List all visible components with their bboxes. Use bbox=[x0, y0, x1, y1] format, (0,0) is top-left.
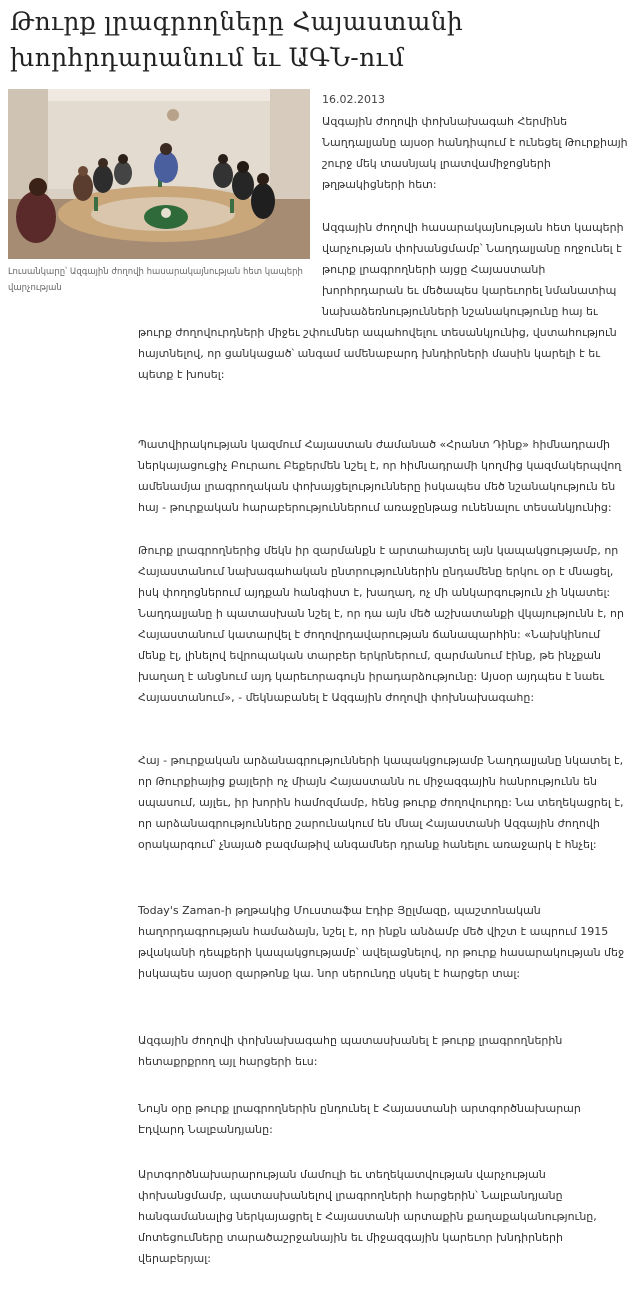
article-paragraph-9: Արտգործնախարարության մամուլի եւ տեղեկատվության վարչության փոխանցմամբ, պատասխանելով լրագրողների հարցերին՝ Նալբանդյանը հանգամանալից ներկայացրել է Հայաստանի արտաքին քաղաքականությունը, մոտեցումները տարածաշրջանային եւ միջազգային կարեւոր խնդիրների վերաբերյալ: bbox=[138, 1168, 597, 1265]
photo-caption: Լուսանկարը՝ Ազգային ժողովի հասարակայնության հետ կապերի վարչության bbox=[8, 267, 303, 293]
article-paragraph-8: Նույն օրը թուրք լրագրողներին ընդունել է Հայաստանի արտգործնախարար Էդվարդ Նալբանդյանը: bbox=[138, 1102, 581, 1136]
article-photo bbox=[8, 89, 310, 259]
article-paragraph-5: Հայ - թուրքական արձանագրությունների կապակցությամբ Նաղդալյանը նկատել է, որ Թուրքիայից քայլերի ոչ միայն Հայաստանն ու միջազգային հանրությունն են սպասում, այլեւ, իր խորին համոզմամբ, հենց թուրք ժողովուրդը: Նա տեղեկացրել է, որ արձանագրությունները շարունակում են մնալ Հայաստանի Ազգային ժողովի օրակարգում՝ չնայած բազմաթիվ անգամներ դրանք հանելու առաջարկ է հնչել: bbox=[138, 754, 624, 851]
article-title: Թուրք լրագրողները Հայաստանի խորհրդարանում եւ ԱԳՆ-ում bbox=[10, 7, 464, 72]
article-paragraph-3: Պատվիրակության կազմում Հայաստան ժամանած «Հրանտ Դինք» հիմնադրամի ներկայացուցիչ Բուրաու Բեքերմեն նշել է, որ հիմնադրամի կողմից կազմակերպվող ամենամյա լրագրողական փոխայցելությունները իսկապես մեծ նշանակություն են հայ - թուրքական հարաբերություններում առաջընթաց ունենալու տեսանկյունից: bbox=[138, 438, 622, 514]
article-paragraph-7: Ազգային ժողովի փոխնախագահը պատասխանել է թուրք լրագրողներին հետաքրքրող այլ հարցերի եւս: bbox=[138, 1034, 563, 1068]
article-paragraph-6: Today's Zaman-ի թղթակից Մուստաֆա Էդիբ Յըլմազը, պաշտոնական հաղորդագրության համաձայն, նշել է, որ ինքն անձամբ մեծ վիշտ է ապրում 1915 թվականի դեպքերի կապակցությամբ՝ ավելացնելով, որ թուրք հասարակության մեջ իսկապես այսօր զարթոնք կա. նոր սերունդը սկսել է հարցեր տալ: bbox=[138, 904, 625, 980]
article-paragraph-2-wrapped: Ազգային ժողովի հասարակայնության հետ կապերի վարչության փոխանցմամբ՝ Նաղդալյանը ողջունել է թուրք լրագրողների այցը Հայաստանի խորհրդարան եւ մեծապես կարեւորել նմանատիպ նախաձեռնությունների նշանակությունը հայ եւ bbox=[322, 221, 624, 318]
article-date: 16.02.2013 bbox=[322, 93, 385, 106]
article-paragraph-4: Թուրք լրագրողներից մեկն իր զարմանքն է արտահայտել այն կապակցությամբ, որ Հայաստանում նախագահական ընտրություններին ընդամենը երկու օր է մնացել, իսկ փողոցներում այդքան հանգիստ է, խաղաղ, ոչ մի անկարգություն չի նկատել: Նաղդալյանը ի պատասխան նշել է, որ դա այն մեծ աշխատանքի վկայությունն է, որ Հայաստանում կատարվել է ժողովրդավարության ճանապարհին: «Նախկինում մենք էլ, լինելով եվրոպական տարբեր երկրներում, զարմանում էինք, թե ինչքան խաղաղ է անցնում այդ կարեւորագույն իրադարձությունը: Այսօր այդպես է նաեւ Հայաստանում», - մեկնաբանել է Ազգային ժողովի փոխնախագահը: bbox=[138, 544, 624, 704]
article-paragraph-2-continued: թուրք ժողովուրդների միջեւ շփումներ ապահովելու տեսանկյունից, վստահություն հայտնելով, որ ցանկացած՝ անգամ ամենաբարդ խնդիրների մասին կարելի է եւ պետք է խոսել: bbox=[138, 326, 617, 381]
article-paragraph-1: Ազգային ժողովի փոխնախագահ Հերմինե Նաղդալյանը այսօր հանդիպում է ունեցել Թուրքիայի շուրջ մեկ տասնյակ լրատվամիջոցների թղթակիցների հետ: bbox=[322, 115, 628, 191]
